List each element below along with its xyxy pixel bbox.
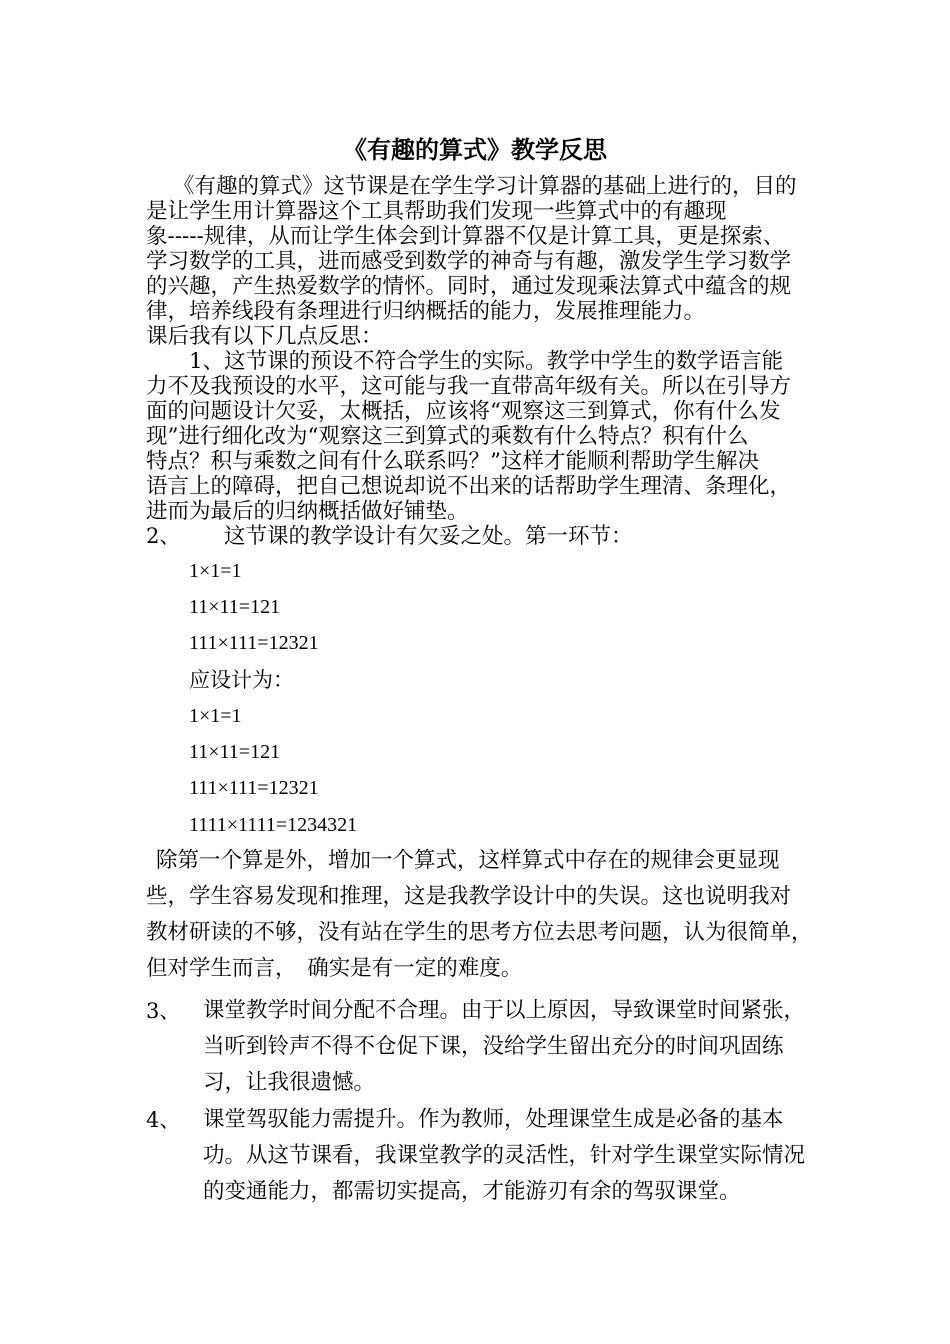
point-1-line: 面的问题设计欠妥，太概括，应该将“观察这三到算式，你有什么发 xyxy=(146,399,781,424)
redesign-label: 应设计为： xyxy=(189,668,294,692)
conclusion-line: 但对学生而言， 确实是有一定的难度。 xyxy=(146,956,523,981)
intro-line: 课后我有以下几点反思： xyxy=(146,324,383,349)
document-title: 《有趣的算式》教学反思 xyxy=(343,136,607,164)
point-3-paragraph xyxy=(203,993,805,1101)
equation: 11×11=121 xyxy=(189,741,281,763)
intro-line: 学习数学的工具，进而感受到数学的神奇与有趣，激发学生学习数学 xyxy=(146,249,792,274)
point-1-line: 力不及我预设的水平，这可能与我一直带高年级有关。所以在引导方 xyxy=(146,374,792,399)
intro-line: 是让学生用计算器这个工具帮助我们发现一些算式中的有趣现 xyxy=(146,199,727,224)
intro-paragraph xyxy=(146,174,797,349)
equation: 111×111=12321 xyxy=(189,632,319,654)
equation: 1×1=1 xyxy=(189,705,242,727)
point-1-line: 特点？积与乘数之间有什么联系吗？”这样才能顺利帮助学生解决 xyxy=(146,449,759,474)
intro-line: 象-----规律，从而让学生体会到计算器不仅是计算工具，更是探索、 xyxy=(146,224,785,249)
point-4-line: 的变通能力，都需切实提高，才能游刃有余的驾驭课堂。 xyxy=(203,1179,741,1204)
intro-line: 的兴趣，产生热爱数学的情怀。同时，通过发现乘法算式中蕴含的规 xyxy=(146,274,792,299)
intro-line: 《有趣的算式》这节课是在学生学习计算器的基础上进行的，目的 xyxy=(173,174,797,199)
equation: 111×111=12321 xyxy=(189,777,319,799)
point-3-number: 3、 xyxy=(146,999,181,1023)
point-3-line: 习，让我很遗憾。 xyxy=(203,1070,376,1095)
equation: 1×1=1 xyxy=(189,560,242,582)
point-3-line: 课堂教学时间分配不合理。由于以上原因，导致课堂时间紧张， xyxy=(203,998,806,1023)
point-2-conclusion xyxy=(146,843,813,987)
point-2-number: 2、 xyxy=(146,524,181,548)
equation: 1111×1111=1234321 xyxy=(189,814,358,836)
conclusion-line: 些，学生容易发现和推理，这是我教学设计中的失误。这也说明我对 xyxy=(146,884,792,909)
point-1-line: 现”进行细化改为“观察这三到算式的乘数有什么特点？积有什么 xyxy=(146,424,749,449)
point-4-paragraph xyxy=(203,1102,805,1210)
point-4-number: 4、 xyxy=(146,1108,181,1132)
point-3-line: 当听到铃声不得不仓促下课，没给学生留出充分的时间巩固练 xyxy=(203,1034,784,1059)
point-1-line: 语言上的障碍，把自己想说却说不出来的话帮助学生理清、条理化， xyxy=(146,474,792,499)
point-1-line: 1、这节课的预设不符合学生的实际。教学中学生的数学语言能 xyxy=(189,349,784,374)
equation: 11×11=121 xyxy=(189,596,281,618)
point-4-line: 课堂驾驭能力需提升。作为教师，处理课堂生成是必备的基本 xyxy=(203,1107,784,1132)
intro-line: 律，培养线段有条理进行归纳概括的能力，发展推理能力。 xyxy=(146,299,706,324)
conclusion-line: 除第一个算是外，增加一个算式，这样算式中存在的规律会更显现 xyxy=(156,848,780,873)
point-1-line: 进而为最后的归纳概括做好铺垫。 xyxy=(146,499,469,524)
point-4-line: 功。从这节课看，我课堂教学的灵活性，针对学生课堂实际情况 xyxy=(203,1143,806,1168)
point-1-paragraph xyxy=(146,349,791,524)
point-2-heading: 这节课的教学设计有欠妥之处。第一环节： xyxy=(224,524,633,549)
conclusion-line: 教材研读的不够，没有站在学生的思考方位去思考问题，认为很简单， xyxy=(146,920,813,945)
